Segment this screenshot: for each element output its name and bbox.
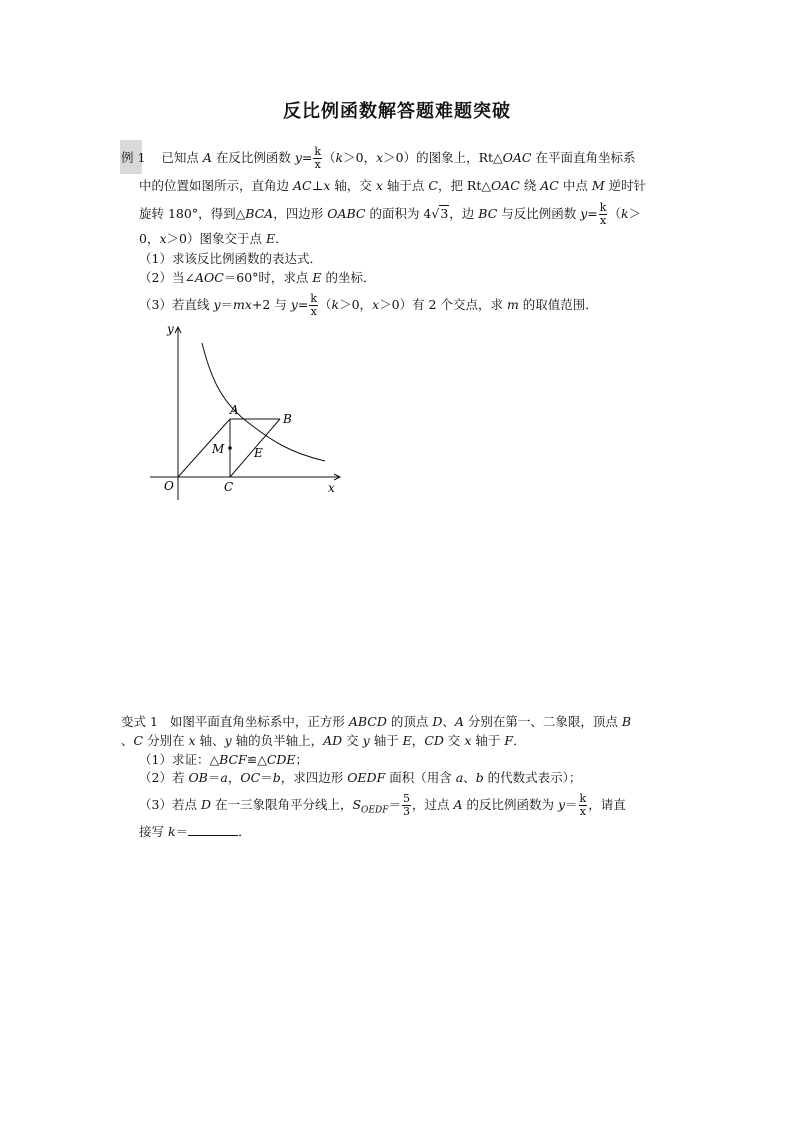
text: ，边 (449, 206, 479, 221)
var-x: x (372, 297, 380, 312)
example1-line4 (139, 229, 288, 249)
sqrt-three: 3 (440, 206, 449, 221)
var-c: C (133, 733, 144, 748)
var-a-lower: a (220, 770, 228, 785)
var-x: x (323, 178, 331, 193)
text: = (301, 150, 313, 165)
var-k: k (335, 150, 344, 165)
text: ＝ (260, 770, 273, 785)
variant1-label: 变式 1 (121, 714, 158, 729)
var-oac: OAC (502, 150, 532, 165)
text: 交 (342, 733, 363, 748)
text: 分别在第一、二象限，顶点 (463, 714, 622, 729)
text: ． (275, 231, 288, 246)
variant1-question1 (139, 750, 308, 770)
var-e: E (312, 270, 322, 285)
label-c: C (224, 480, 234, 494)
var-aoc: AOC (194, 270, 224, 285)
var-d: D (200, 797, 211, 812)
var-s: S (352, 797, 362, 812)
text: （ (319, 297, 332, 312)
label-m: M (212, 442, 225, 456)
variant1-question3 (139, 793, 626, 821)
var-y: y (294, 150, 302, 165)
text: ＝ (175, 824, 189, 839)
text: （2）当∠ (139, 270, 195, 285)
var-c: C (428, 178, 438, 193)
frac-num: k (310, 292, 318, 305)
text: （ (608, 206, 621, 221)
answer-blank[interactable] (188, 823, 238, 836)
example1-question2 (139, 268, 376, 288)
fraction-five-thirds (402, 793, 411, 818)
text: 绕 (519, 178, 541, 193)
text: 轴于 (369, 733, 403, 748)
var-oedf: OEDF (347, 770, 386, 785)
text: 面积（用含 (385, 770, 456, 785)
var-x: x (464, 733, 472, 748)
text: ＝ (220, 297, 234, 312)
text: ＝ (388, 797, 401, 812)
var-oc: OC (240, 770, 261, 785)
label-a: A (230, 403, 239, 417)
var-ob: OB (188, 770, 208, 785)
var-e: E (402, 733, 412, 748)
text: 接写 (139, 824, 168, 839)
text: = (587, 206, 598, 221)
text: 、 (442, 714, 455, 729)
frac-den: x (310, 305, 317, 318)
text: ＞ (628, 206, 642, 221)
var-a: A (202, 150, 212, 165)
text: ，四边形 (273, 206, 328, 221)
text: 轴的负半轴上， (231, 733, 324, 748)
frac-num: k (314, 145, 322, 158)
var-x: x (159, 231, 167, 246)
label-e: E (254, 446, 263, 460)
text: 已知点 (161, 150, 203, 165)
text: 轴、 (195, 733, 225, 748)
var-ad: AD (323, 733, 343, 748)
text: ≌△ (246, 752, 267, 767)
text: ＞0）的图象上，Rt△ (383, 150, 503, 165)
text: ＞0， (339, 297, 373, 312)
var-cde: CDE (266, 752, 296, 767)
var-bcf: BCF (219, 752, 247, 767)
var-bc: BC (478, 206, 498, 221)
fraction-k-x (599, 202, 608, 227)
text: 轴，交 (330, 178, 376, 193)
text: 在一三象限角平分线上， (210, 797, 353, 812)
var-mx: mx (233, 297, 252, 312)
var-f: F (504, 733, 514, 748)
coordinate-figure (150, 315, 350, 505)
text: 轴于点 (382, 178, 429, 193)
var-bca: BCA (245, 206, 274, 221)
page-title: 反比例函数解答题难题突破 (283, 101, 511, 122)
text: （2）若 (139, 770, 189, 785)
example1-line2 (139, 176, 646, 196)
example1-line3: 旋转 180°，得到△BCA，四边形 OABC 的面积为 4√3，边 BC 与反比例函数 y= $\frac{k}{x}$ （k＞ (139, 201, 642, 227)
frac-den: x (599, 214, 607, 227)
text: ＞0， (343, 150, 377, 165)
var-x: x (375, 178, 383, 193)
text: 、 (463, 770, 476, 785)
var-y: y (557, 797, 565, 812)
text: = (297, 297, 309, 312)
fraction-k-x (579, 793, 588, 818)
var-b-lower: b (272, 770, 281, 785)
var-a: A (453, 797, 463, 812)
var-y: y (224, 733, 232, 748)
text: 中的位置如图所示，直角边 (139, 178, 293, 193)
variant1-line1 (121, 712, 631, 732)
frac-num: 5 (402, 792, 410, 805)
text: ， (227, 770, 241, 785)
var-b: B (621, 714, 632, 729)
frac-den: x (314, 158, 321, 171)
label-o: O (164, 479, 174, 493)
text: ＞0）有 2 个交点，求 (379, 297, 507, 312)
text: ，请直 (588, 797, 626, 812)
text: ，求四边形 (280, 770, 348, 785)
var-y: y (580, 206, 588, 221)
var-ac: AC (540, 178, 559, 193)
frac-num: k (579, 792, 587, 805)
var-m: m (506, 297, 519, 312)
text: 旋转 180°，得到△ (139, 206, 246, 221)
text: 分别在 (143, 733, 189, 748)
variant1-question3-line2 (139, 822, 251, 842)
text: 的代数式表示）； (483, 770, 582, 785)
subscript-oedf: OEDF (361, 805, 389, 816)
text: 、 (121, 733, 134, 748)
fraction-k-x (313, 146, 322, 171)
point-m (228, 446, 232, 450)
text: ． (513, 733, 526, 748)
text: 在反比例函数 (211, 150, 295, 165)
text: （1）求证：△ (139, 752, 220, 767)
var-x: x (376, 150, 384, 165)
text: （3）若点 (139, 797, 201, 812)
text: ，把 Rt△ (437, 178, 491, 193)
text: 的面积为 4 (365, 206, 432, 221)
variant1-question2 (139, 768, 581, 788)
label-x: x (328, 481, 335, 495)
text: 中点 (558, 178, 592, 193)
frac-den: x (579, 805, 586, 818)
text: 交 (443, 733, 465, 748)
text: ， (411, 733, 425, 748)
var-e: E (265, 231, 276, 246)
example1-line1 (121, 146, 635, 171)
var-d: D (432, 714, 443, 729)
var-a-lower: a (455, 770, 464, 785)
var-y: y (213, 297, 221, 312)
var-abcd: ABCD (348, 714, 387, 729)
frac-num: k (599, 201, 607, 214)
var-oac: OAC (490, 178, 520, 193)
text: 的坐标． (321, 270, 376, 285)
text: ，过点 (411, 797, 454, 812)
label-b: B (283, 412, 292, 426)
text: 轴于 (471, 733, 505, 748)
text: ⊥ (311, 178, 324, 193)
var-y: y (362, 733, 370, 748)
frac-den: 3 (402, 805, 410, 818)
text: ＝60°时，求点 (223, 270, 313, 285)
var-oabc: OABC (327, 206, 366, 221)
var-y: y (290, 297, 298, 312)
label-y: y (167, 322, 174, 336)
text: ＝ (207, 770, 221, 785)
var-ac: AC (292, 178, 312, 193)
text: 与反比例函数 (497, 206, 581, 221)
text: 的反比例函数为 (462, 797, 558, 812)
var-k: k (167, 824, 176, 839)
example1-question1: （1）求该反比例函数的表达式． (139, 251, 322, 266)
text: 的取值范围． (518, 297, 598, 312)
text: 0， (139, 231, 160, 246)
var-k: k (331, 297, 340, 312)
var-cd: CD (424, 733, 444, 748)
text: ． (238, 824, 251, 839)
text: ； (295, 752, 309, 767)
text: ＞0）图象交于点 (166, 231, 266, 246)
text: 如图平面直角坐标系中，正方形 (169, 714, 349, 729)
text: （3）若直线 (139, 297, 214, 312)
var-x: x (188, 733, 196, 748)
var-a: A (454, 714, 464, 729)
text: （ (323, 150, 336, 165)
example1-label: 例 1 (121, 150, 146, 165)
var-k: k (620, 206, 629, 221)
text: +2 与 (251, 297, 291, 312)
text: 在平面直角坐标系 (531, 150, 636, 165)
text: 的顶点 (386, 714, 433, 729)
var-b-lower: b (475, 770, 484, 785)
text: ＝ (565, 797, 578, 812)
variant1-line2 (121, 731, 526, 751)
var-m: M (591, 178, 605, 193)
text: 逆时针 (604, 178, 647, 193)
